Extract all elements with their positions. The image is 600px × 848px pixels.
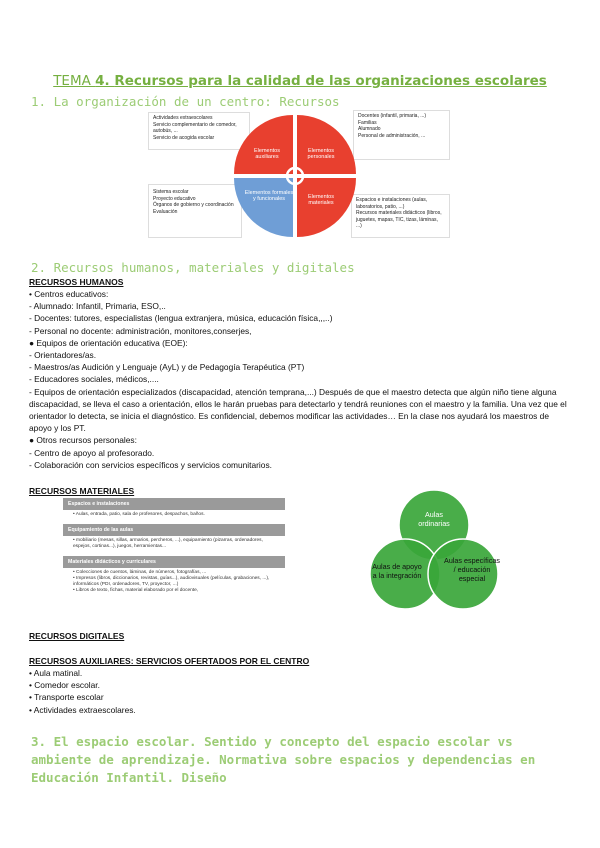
title-number: 4. [95, 73, 115, 89]
section-2-heading: 2. Recursos humanos, materiales y digitales [31, 260, 355, 275]
materiales-box-body: • Colecciones de cuentos, láminas, de números, fotografías, ... • Impresos (libros, diccionarios, revistas, guías...), audiovisuales (películas, grabaciones, ...), informáticos (PDI, ordenadores, TV, proyector, ...) • Libros de texto, fichas, material elaborado por el docente, [73, 570, 270, 593]
box-line: Evaluación [153, 208, 178, 215]
title-text: Recursos para la calidad de las organizaciones escolares [114, 73, 547, 89]
materiales-box-head: Materiales didácticos y curriculares [63, 556, 285, 568]
box-line: Órganos de gobierno y coordinación [153, 202, 234, 208]
materiales-box-body: • Aulas, entrada, patio, sala de profesores, despachos, baños. [73, 512, 205, 517]
recursos-humanos-label: RECURSOS HUMANOS [29, 277, 124, 287]
venn-label: Aulas de apoyo a la integración [372, 562, 422, 580]
materiales-box [63, 524, 285, 552]
box-formales [148, 184, 242, 238]
quadrant-label: Elementos auxiliares [254, 148, 280, 160]
recursos-digitales-label: RECURSOS DIGITALES [29, 631, 125, 641]
venn-label: Aulas específicas / educación especial [444, 556, 500, 583]
list-item: • Actividades extraescolares. [29, 704, 136, 715]
section-3-heading: 3. El espacio escolar. Sentido y concepto del espacio escolar vs ambiente de aprendizaje. Normativa sobre espacios y dependencias en Educación Infantil. Diseño [31, 734, 536, 785]
text-line: - Docentes: tutores, especialistas (lengua extranjera, música, educación física,,,..) [29, 313, 333, 324]
box-personales [353, 110, 450, 160]
list-item: • Transporte escolar [29, 692, 104, 703]
text-paragraph: - Equipos de orientación especializados (discapacidad, atención temprana,...) Después de que el maestro detecta que algún niño tiene alguna discapacidad, se lleva el caso a orientación, ellos le harán pruebas para detectarlo y tendrá reuniones con el maestro y la familia. Una vez que el orientador lo detecta, se inicia el diagnóstico. Es confidencial, debemos modificar las actividades… En la clase nos ayudará los maestros de apoyo y los PT. [29, 386, 567, 434]
resources-diagram [148, 108, 448, 238]
quadrant-label: Elementos personales [307, 148, 335, 160]
text-line: ● Equipos de orientación educativa (EOE): [29, 337, 188, 348]
aulas-venn-diagram [360, 490, 510, 612]
text-line: - Maestros/as Audición y Lenguaje (AyL) y de Pedagogía Terapéutica (PT) [29, 362, 305, 373]
venn-circles [360, 490, 510, 612]
materiales-box [63, 556, 285, 596]
text-line: - Colaboración con servicios específicos y servicios comunitarios. [29, 459, 272, 470]
materiales-box [63, 498, 285, 520]
list-item: • Aula matinal. [29, 668, 83, 678]
box-line: Docentes (infantil, primaria, ...) [358, 113, 427, 119]
box-line: Servicio complementario de comedor, autobús, ... [153, 121, 237, 134]
venn-label: Aulas ordinarias [418, 510, 450, 528]
text-line: - Personal no docente: administración, monitores,conserjes, [29, 325, 252, 336]
recursos-materiales-label: RECURSOS MATERIALES [29, 486, 135, 496]
page-title [0, 73, 600, 89]
materiales-infographic [63, 498, 285, 616]
quadrant-formales [234, 178, 293, 237]
text-line: - Educadores sociales, médicos,.... [29, 374, 159, 385]
text-line: ● Otros recursos personales: [29, 435, 137, 446]
quadrant-materiales [297, 178, 356, 237]
quadrant-auxiliares [234, 115, 293, 174]
box-line: Alumnado [358, 126, 381, 132]
text-line: - Orientadores/as. [29, 350, 97, 361]
box-line: Sistema escolar [153, 189, 189, 195]
box-line: Personal de administración, ... [358, 132, 426, 139]
quadrant-personales [297, 115, 356, 174]
recursos-auxiliares-label: RECURSOS AUXILIARES: SERVICIOS OFERTADOS POR EL CENTRO [29, 656, 310, 666]
box-line: Espacios e instalaciones (aulas, laboratorios, patio, ...) [356, 197, 428, 210]
title-tema: TEMA [53, 73, 96, 89]
recursos-auxiliares-list [29, 667, 574, 716]
quadrant-label: Elementos materiales [308, 194, 334, 206]
quadrant-circle [234, 115, 356, 237]
text-line: - Alumnado: Infantil, Primaria, ESO,.. [29, 301, 166, 312]
materiales-box-head: Espacios e instalaciones [63, 498, 285, 510]
list-item: • Comedor escolar. [29, 680, 100, 691]
text-line: • Centros educativos: [29, 289, 109, 299]
quadrant-label: Elementos formales y funcionales [244, 190, 294, 202]
materiales-box-head: Equipamiento de las aulas [63, 524, 285, 536]
box-line: Familias [358, 119, 377, 126]
box-line: Recursos materiales didácticos (libros, juguetes, mapas, TIC, tizas, láminas, ...) [356, 210, 442, 229]
box-line: Servicio de acogida escolar [153, 134, 215, 141]
section-1-heading: 1. La organización de un centro: Recursos [31, 94, 340, 109]
center-ring [287, 168, 303, 184]
box-materiales [351, 194, 450, 238]
materiales-box-body: • mobiliario (mesas, sillas, armarios, percheros, ...), equipamiento (pizarras, ordenadores, espejos, cortinas...), juegos, herramientas... [73, 538, 263, 549]
box-line: Actividades extraescolares [153, 115, 213, 121]
box-line: Proyecto educativo [153, 195, 196, 202]
recursos-humanos-text [29, 288, 574, 471]
text-line: - Centro de apoyo al profesorado. [29, 447, 155, 458]
